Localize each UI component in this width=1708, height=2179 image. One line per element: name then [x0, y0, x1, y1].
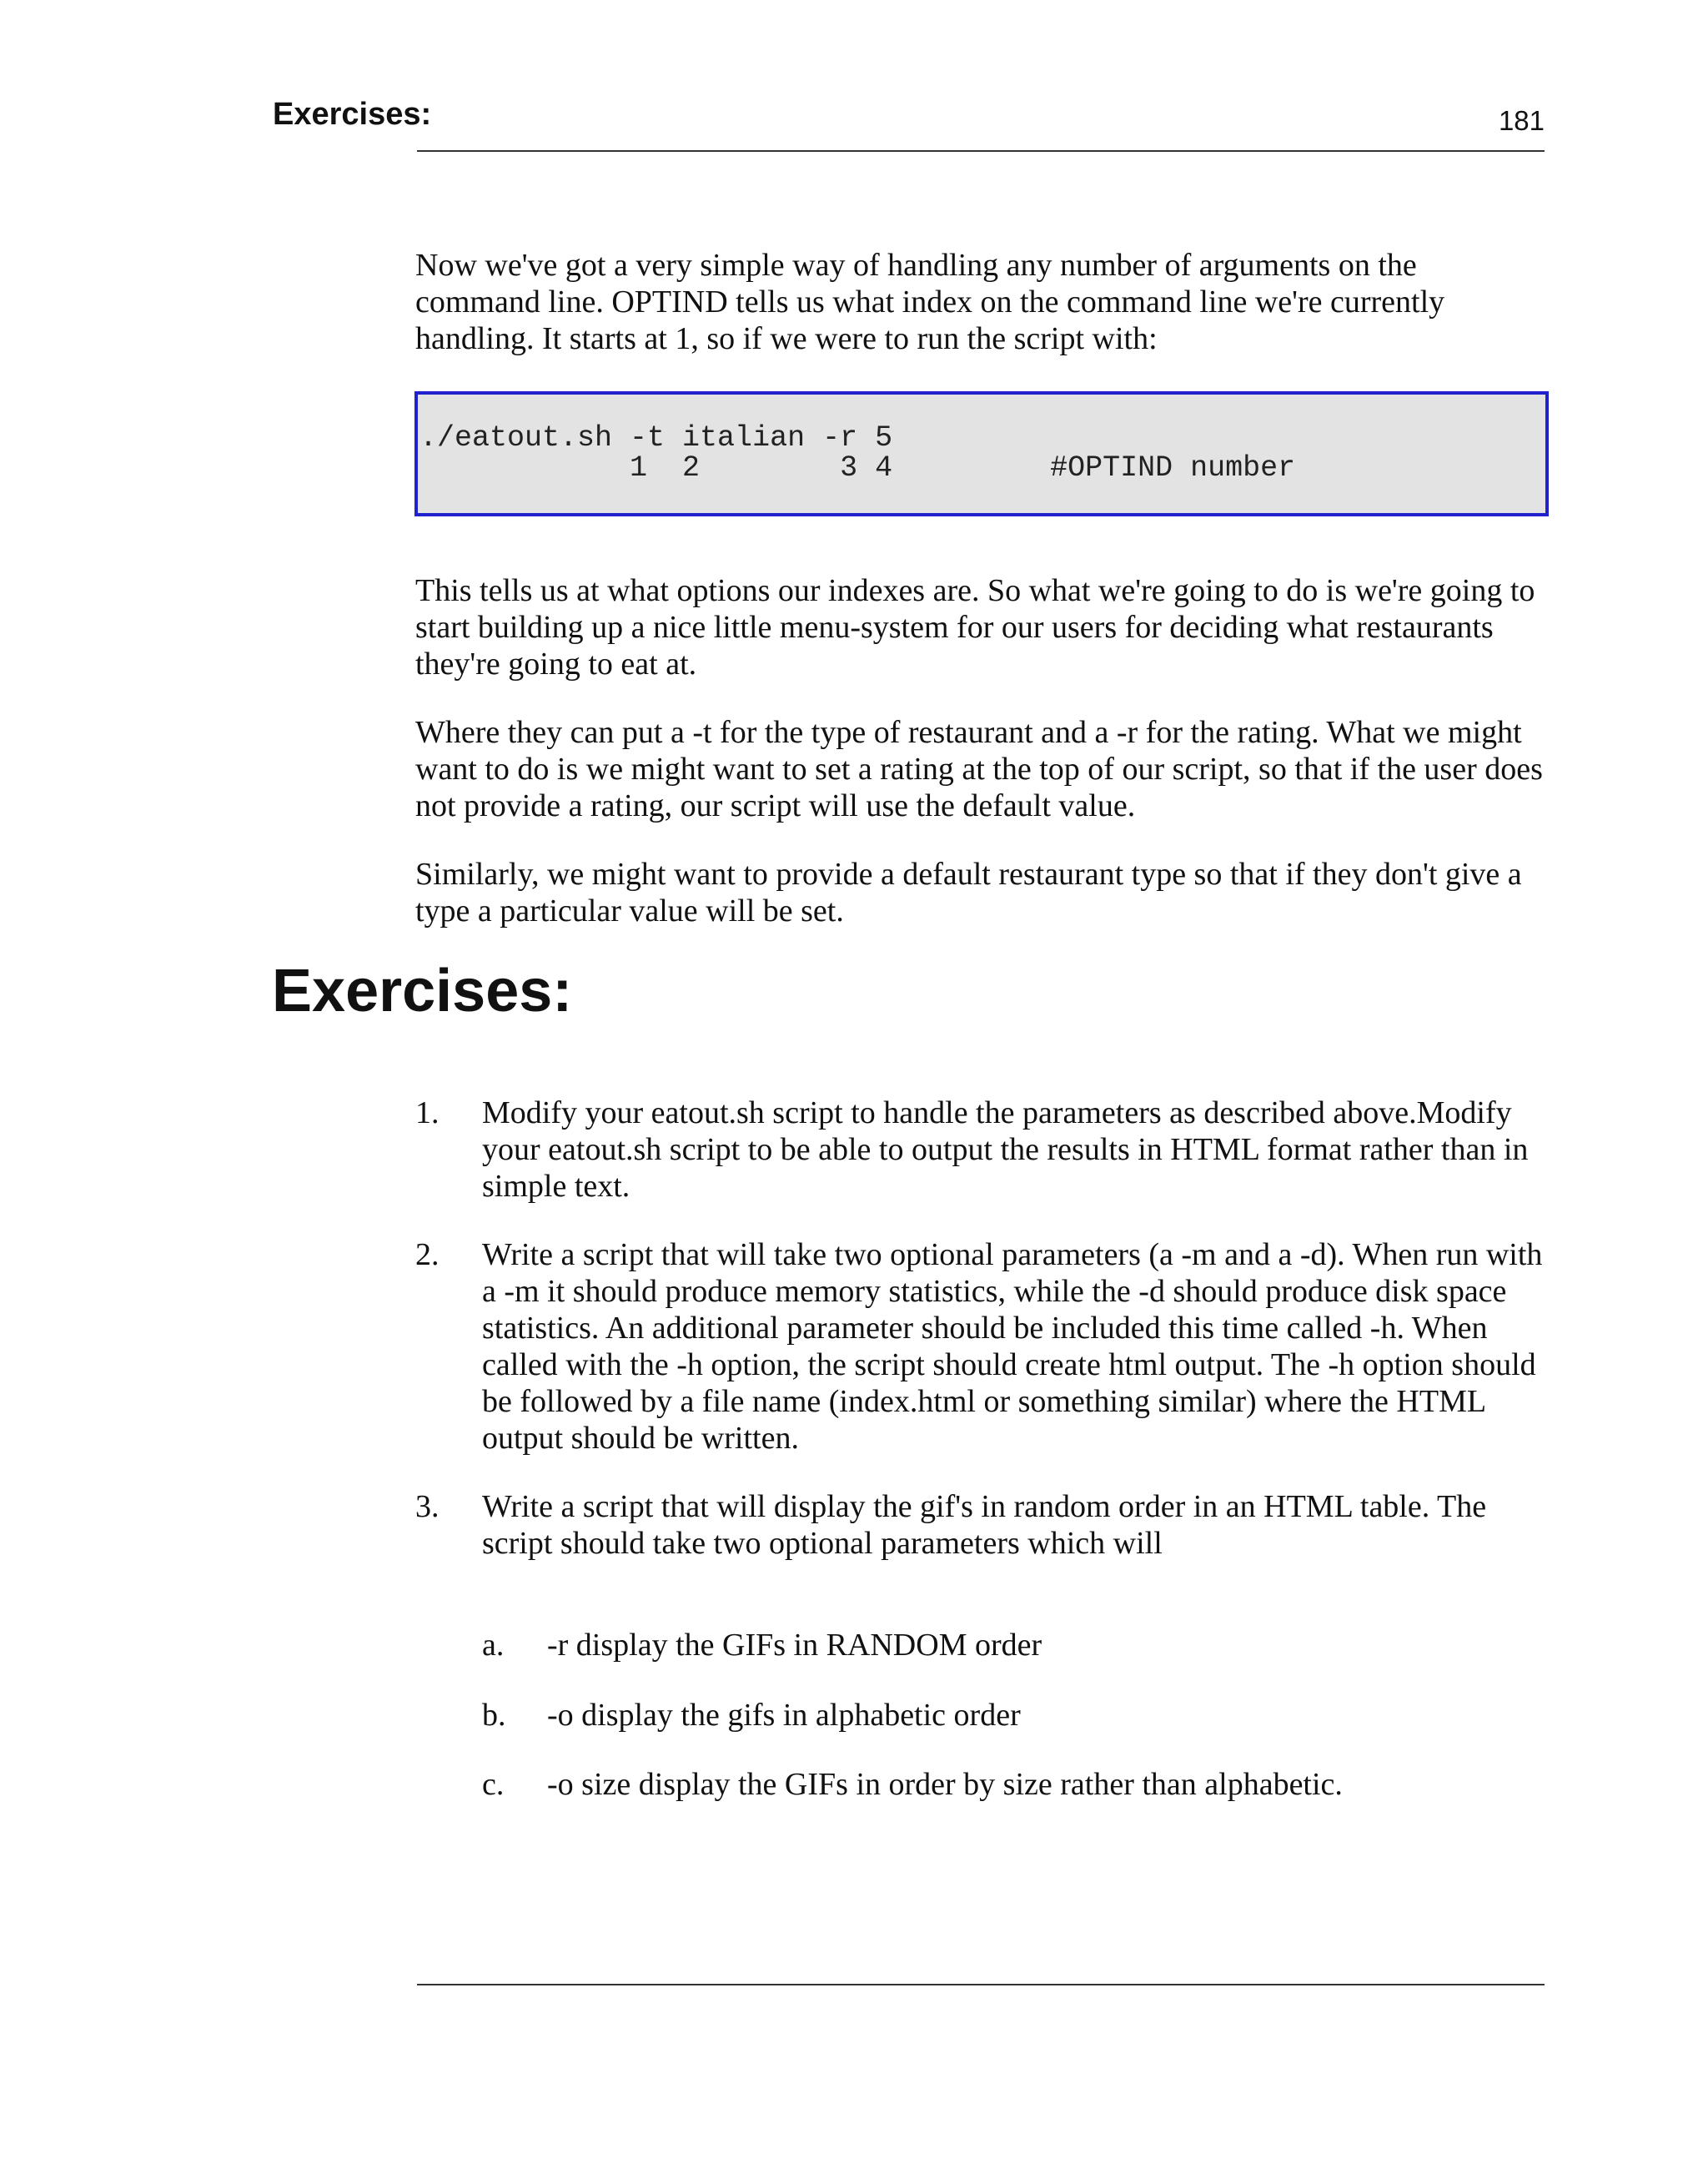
body-paragraph: Similarly, we might want to provide a default restaurant type so that if they don't give a type a particular value will be set.: [415, 857, 1522, 928]
code-text: [418, 395, 1545, 483]
exercise-number: 2.: [415, 1237, 440, 1272]
body-paragraph: This tells us at what options our indexes are. So what we're going to do is we're going to start building up a nice little menu-system for our users for deciding what restaurants they're going to eat at.: [415, 573, 1535, 682]
code-line: ./eatout.sh -t italian -r 5: [419, 421, 893, 455]
running-header-title: Exercises:: [273, 97, 432, 132]
intro-paragraph: Now we've got a very simple way of handling any number of arguments on the command line. OPTIND tells us what index on the command line we're currently handling. It starts at 1, so if we were to run the script with:: [415, 248, 1445, 356]
header-rule: [417, 150, 1545, 152]
subitem-letter: a.: [482, 1628, 505, 1663]
page-number: 181: [1498, 105, 1545, 136]
exercise-text: Modify your eatout.sh script to handle the parameters as described above.Modify your eatout.sh script to be able to output the results in HTML format rather than in simple text.: [482, 1095, 1529, 1204]
subitem-letter: b.: [482, 1698, 506, 1733]
section-heading: Exercises:: [272, 958, 573, 1024]
code-block: [414, 391, 1549, 516]
exercise-number: 1.: [415, 1095, 440, 1130]
subitem-text: -o display the gifs in alphabetic order: [547, 1698, 1021, 1733]
subitem-text: -r display the GIFs in RANDOM order: [547, 1628, 1042, 1663]
exercise-text: Write a script that will take two optional parameters (a -m and a -d). When run with a -m it should produce memory statistics, while the -d should produce disk space statistics. An additional parameter should be included this time called -h. When called with the -h option, the script should create html output. The -h option should be followed by a file name (index.html or something similar) where the HTML output should be written.: [482, 1237, 1543, 1456]
footer-rule: [417, 1984, 1545, 1985]
subitem-letter: c.: [482, 1767, 505, 1802]
exercise-text: Write a script that will display the gif's in random order in an HTML table. The script should take two optional parameters which will: [482, 1489, 1487, 1561]
exercise-number: 3.: [415, 1489, 440, 1524]
subitem-text: -o size display the GIFs in order by size rather than alphabetic.: [547, 1767, 1343, 1802]
body-paragraph: Where they can put a -t for the type of restaurant and a -r for the rating. What we might want to do is we might want to set a rating at the top of our script, so that if the user does not provide a rating, our script will use the default value.: [415, 715, 1543, 823]
code-line: 1 2 3 4 #OPTIND number: [419, 451, 1296, 485]
